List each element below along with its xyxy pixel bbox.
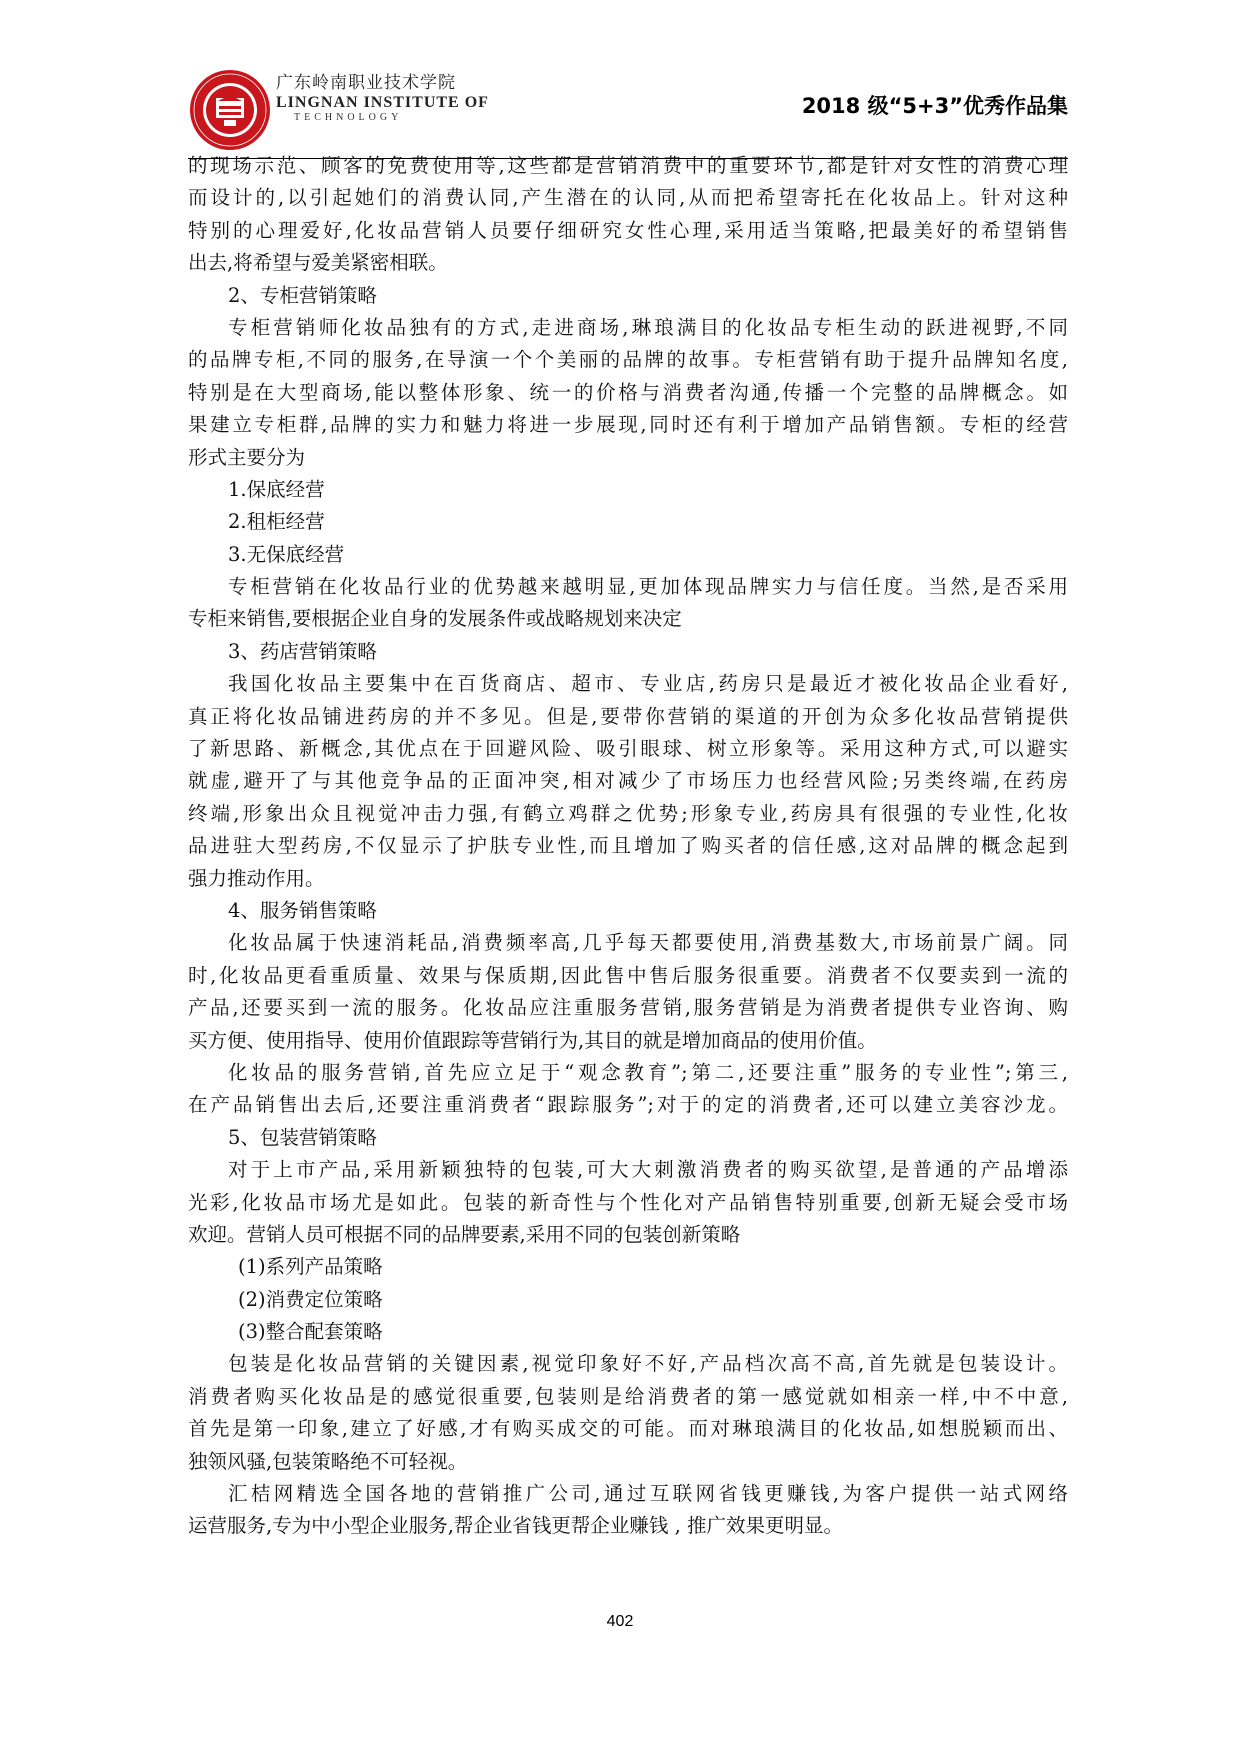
- body-line: 品进驻大型药房,不仅显示了护肤专业性,而且增加了购买者的信任感,这对品牌的概念起到: [188, 834, 1068, 858]
- body-line: 首先是第一印象,建立了好感,才有购买成交的可能。而对琳琅满目的化妆品,如想脱颖而出、: [188, 1417, 1068, 1441]
- body-line: 产品,还要买到一流的服务。化妆品应注重服务营销,服务营销是为消费者提供专业咨询、购: [188, 996, 1068, 1020]
- body-line: 终端,形象出众且视觉冲击力强,有鹤立鸡群之优势;形象专业,药房具有很强的专业性,化妆: [188, 801, 1068, 825]
- section-heading: 5、包装营销策略: [228, 1125, 377, 1149]
- section-heading: 4、服务销售策略: [228, 898, 377, 922]
- body-line: 专柜营销师化妆品独有的方式,走进商场,琳琅满目的化妆品专柜生动的跃进视野,不同: [228, 315, 1068, 339]
- collection-title: 2018 级“5+3”优秀作品集: [801, 94, 1068, 118]
- list-item: 2.租柜经营: [228, 510, 325, 534]
- section-heading: 2、专柜营销策略: [228, 283, 377, 307]
- body-line: 汇桔网精选全国各地的营销推广公司,通过互联网省钱更赚钱,为客户提供一站式网络: [228, 1482, 1068, 1506]
- body-line: 运营服务,专为中小型企业服务,帮企业省钱更帮企业赚钱 , 推广效果更明显。: [188, 1514, 843, 1538]
- body-line: 就虚,避开了与其他竞争品的正面冲突,相对减少了市场压力也经营风险;另类终端,在药房: [188, 769, 1068, 793]
- school-name-block: [276, 68, 489, 123]
- page-header: [188, 60, 1068, 159]
- document-body: [188, 150, 1068, 1543]
- school-logo-icon: [188, 68, 272, 152]
- body-line: 的现场示范、顾客的免费使用等,这些都是营销消费中的重要环节,都是针对女性的消费心理: [188, 154, 1068, 177]
- school-name-en: LINGNAN INSTITUTE OF: [276, 94, 489, 111]
- school-name-en-sub: TECHNOLOGY: [294, 112, 403, 123]
- body-line: 消费者购买化妆品是的感觉很重要,包装则是给消费者的第一感觉就如相亲一样,中不中意,: [188, 1384, 1068, 1408]
- body-line: 特别是在大型商场,能以整体形象、统一的价格与消费者沟通,传播一个完整的品牌概念。如: [188, 380, 1068, 404]
- body-line: 买方便、使用指导、使用价值跟踪等营销行为,其目的就是增加商品的使用价值。: [188, 1028, 877, 1052]
- body-line: 独领风骚,包装策略绝不可轻视。: [188, 1449, 468, 1473]
- body-line: 强力推动作用。: [188, 866, 325, 890]
- body-line: 化妆品属于快速消耗品,消费频率高,几乎每天都要使用,消费基数大,市场前景广阔。同: [228, 931, 1068, 955]
- body-line: 包装是化妆品营销的关键因素,视觉印象好不好,产品档次高不高,首先就是包装设计。: [228, 1352, 1068, 1376]
- body-line: 形式主要分为: [188, 445, 306, 469]
- body-line: 光彩,化妆品市场尤是如此。包装的新奇性与个性化对产品销售特别重要,创新无疑会受市场: [188, 1190, 1068, 1214]
- body-line: 真正将化妆品铺进药房的并不多见。但是,要带你营销的渠道的开创为众多化妆品营销提供: [188, 704, 1068, 728]
- body-line: 对于上市产品,采用新颖独特的包装,可大大刺激消费者的购买欲望,是普通的产品增添: [228, 1158, 1068, 1182]
- school-name-cn: 广东岭南职业技术学院: [276, 73, 456, 93]
- section-heading: 3、药店营销策略: [228, 639, 377, 663]
- body-line: 特别的心理爱好,化妆品营销人员要仔细研究女性心理,采用适当策略,把最美好的希望销售: [188, 218, 1068, 242]
- body-line: 我国化妆品主要集中在百货商店、超市、专业店,药房只是最近才被化妆品企业看好,: [228, 672, 1068, 696]
- body-line: 而设计的,以引起她们的消费认同,产生潜在的认同,从而把希望寄托在化妆品上。针对这种: [188, 186, 1068, 210]
- body-line: 果建立专柜群,品牌的实力和魅力将进一步展现,同时还有利于增加产品销售额。专柜的经营: [188, 413, 1068, 437]
- list-item: (3)整合配套策略: [238, 1320, 383, 1344]
- list-item: (2)消费定位策略: [238, 1287, 383, 1311]
- body-line: 化妆品的服务营销,首先应立足于“观念教育”;第二,还要注重”服务的专业性”;第三,: [228, 1060, 1068, 1084]
- page-number: 402: [606, 1613, 634, 1630]
- body-line: 的品牌专柜,不同的服务,在导演一个个美丽的品牌的故事。专柜营销有助于提升品牌知名度,: [188, 348, 1068, 372]
- body-line: 在产品销售出去后,还要注重消费者“跟踪服务”;对于的定的消费者,还可以建立美容沙龙。: [188, 1093, 1068, 1117]
- body-line: 了新思路、新概念,其优点在于回避风险、吸引眼球、树立形象等。采用这种方式,可以避实: [188, 737, 1068, 761]
- list-item: (1)系列产品策略: [238, 1255, 383, 1279]
- list-item: 3.无保底经营: [228, 542, 345, 566]
- body-line: 欢迎。营销人员可根据不同的品牌要素,采用不同的包装创新策略: [188, 1222, 741, 1246]
- list-item: 1.保底经营: [228, 477, 325, 501]
- body-line: 专柜营销在化妆品行业的优势越来越明显,更加体现品牌实力与信任度。当然,是否采用: [228, 575, 1068, 599]
- body-line: 出去,将希望与爱美紧密相联。: [188, 251, 448, 275]
- body-line: 专柜来销售,要根据企业自身的发展条件或战略规划来决定: [188, 607, 682, 631]
- body-line: 时,化妆品更看重质量、效果与保质期,因此售中售后服务很重要。消费者不仅要卖到一流的: [188, 963, 1068, 987]
